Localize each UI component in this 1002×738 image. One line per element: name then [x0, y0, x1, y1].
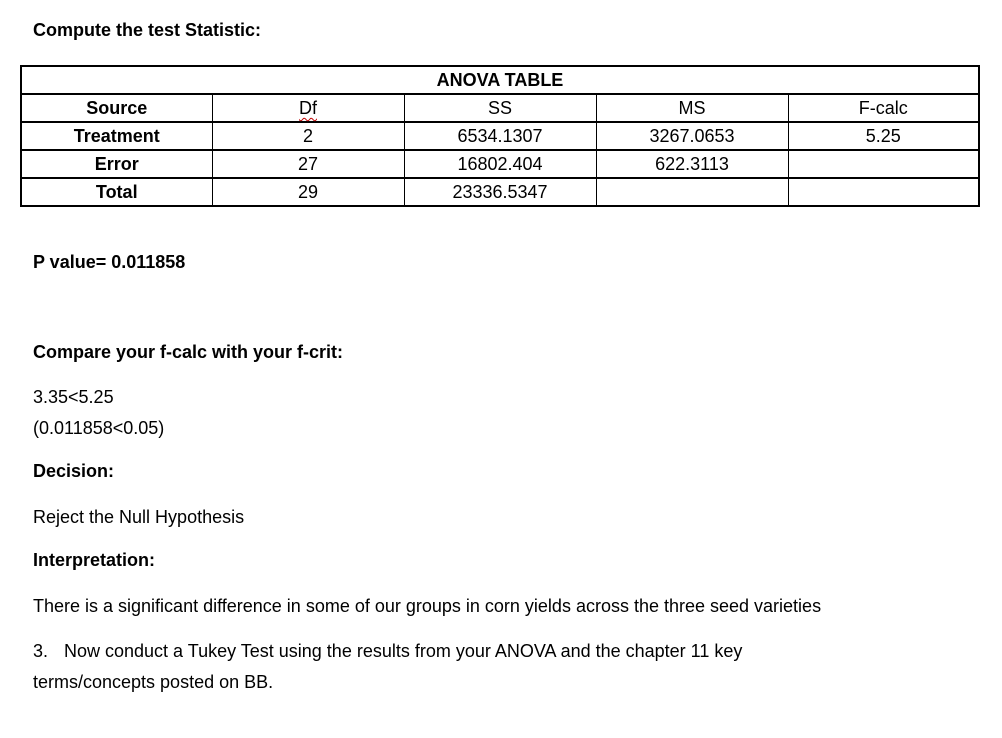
- cell-total-ss: 23336.5347: [404, 178, 596, 206]
- compare-line-1: 3.35<5.25: [33, 387, 114, 407]
- heading-decision: Decision:: [33, 461, 115, 481]
- header-df: Df: [212, 94, 404, 122]
- cell-error-f-calc: [788, 150, 979, 178]
- cell-treatment-df: 2: [212, 122, 404, 150]
- interpretation-text: There is a significant difference in some of our groups in corn yields across the three seed varieties: [33, 596, 822, 616]
- question-3-line-1: [33, 641, 742, 662]
- header-ms: MS: [596, 94, 788, 122]
- compare-line-2: (0.011858<0.05): [33, 418, 165, 438]
- anova-table: [20, 65, 980, 207]
- heading-compare: Compare your f-calc with your f-crit:: [33, 342, 344, 362]
- cell-total-ms: [596, 178, 788, 206]
- cell-treatment-f-calc: 5.25: [788, 122, 979, 150]
- header-f-calc: F-calc: [788, 94, 979, 122]
- cell-total-f-calc: [788, 178, 979, 206]
- heading-interpretation: Interpretation:: [33, 550, 156, 570]
- p-value: P value= 0.011858: [33, 252, 186, 272]
- header-source: Source: [21, 94, 212, 122]
- question-3-text-1: Now conduct a Tukey Test using the results from your ANOVA and the chapter 11 key: [64, 641, 743, 661]
- decision-text: Reject the Null Hypothesis: [33, 507, 245, 527]
- question-number: 3.: [33, 641, 49, 661]
- table-row: [21, 178, 979, 206]
- anova-table-title: ANOVA TABLE: [21, 66, 979, 94]
- cell-error-ms: 622.3113: [596, 150, 788, 178]
- row-label-total: Total: [21, 178, 212, 206]
- cell-treatment-ms: 3267.0653: [596, 122, 788, 150]
- cell-error-ss: 16802.404: [404, 150, 596, 178]
- row-label-error: Error: [21, 150, 212, 178]
- table-row: [21, 122, 979, 150]
- question-3-line-2: terms/concepts posted on BB.: [33, 672, 274, 692]
- table-row: [21, 150, 979, 178]
- header-ss: SS: [404, 94, 596, 122]
- cell-error-df: 27: [212, 150, 404, 178]
- cell-total-df: 29: [212, 178, 404, 206]
- row-label-treatment: Treatment: [21, 122, 212, 150]
- cell-treatment-ss: 6534.1307: [404, 122, 596, 150]
- heading-compute-test-statistic: Compute the test Statistic:: [33, 20, 262, 40]
